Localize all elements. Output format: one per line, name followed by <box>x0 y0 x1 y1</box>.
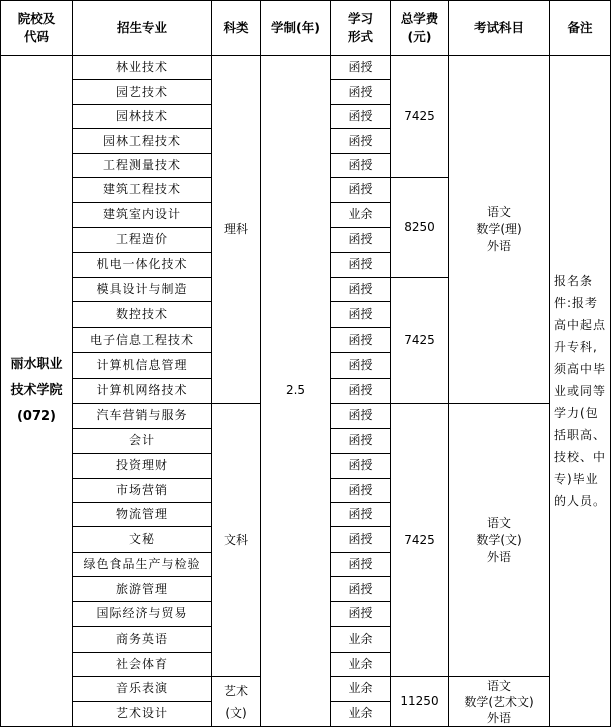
exam-science-line-3: 外语 <box>486 239 511 254</box>
study-form-cell: 函授 <box>331 478 391 502</box>
tuition-cell-1: 7425 <box>391 55 449 177</box>
study-form-cell: 函授 <box>331 327 391 352</box>
major-cell: 建筑工程技术 <box>73 178 212 202</box>
major-cell: 市场营销 <box>73 478 212 502</box>
study-form-cell: 函授 <box>331 404 391 428</box>
study-form-cell: 业余 <box>331 701 391 726</box>
exam-art <box>449 677 550 727</box>
major-cell: 汽车营销与服务 <box>73 404 212 428</box>
major-cell: 园艺技术 <box>73 80 212 104</box>
subject-art-line-1: 艺术 <box>223 683 248 698</box>
header-major: 招生专业 <box>73 1 212 56</box>
study-form-cell: 函授 <box>331 252 391 277</box>
major-cell: 工程测量技术 <box>73 153 212 177</box>
header-tuition <box>391 1 449 56</box>
major-cell: 绿色食品生产与检验 <box>73 552 212 576</box>
school-cell-line-2: 技术学院 <box>10 382 63 398</box>
study-form-cell: 函授 <box>331 353 391 378</box>
exam-science-line-2: 数学(理) <box>476 222 522 237</box>
tuition-cell-4: 7425 <box>391 404 449 677</box>
subject-art <box>212 677 261 727</box>
tuition-cell-3: 7425 <box>391 277 449 403</box>
exam-art-line-2: 数学(艺术文) <box>464 694 534 709</box>
major-cell: 电子信息工程技术 <box>73 327 212 352</box>
study-form-cell: 函授 <box>331 55 391 79</box>
major-cell: 商务英语 <box>73 627 212 652</box>
major-cell: 工程造价 <box>73 228 212 252</box>
exam-science-line-1: 语文 <box>486 205 511 220</box>
header-exam: 考试科目 <box>449 1 550 56</box>
major-cell: 艺术设计 <box>73 701 212 726</box>
major-cell: 计算机信息管理 <box>73 353 212 378</box>
study-form-cell: 业余 <box>331 652 391 676</box>
school-cell-line-1: 丽水职业 <box>10 356 63 372</box>
header-tuition-line2: (元) <box>407 28 432 44</box>
study-form-cell: 函授 <box>331 129 391 153</box>
exam-liberal <box>449 404 550 677</box>
major-cell: 模具设计与制造 <box>73 277 212 301</box>
study-form-cell: 函授 <box>331 601 391 626</box>
header-school-line2: 代码 <box>23 28 49 44</box>
remark-cell: 报名条件:报考高中起点升专科,须高中毕业或同等学力(包括职高、技校、中专)毕业的人员。 <box>550 55 611 726</box>
header-tuition-line1: 总学费 <box>400 10 439 26</box>
major-cell: 林业技术 <box>73 55 212 79</box>
exam-liberal-line-3: 外语 <box>486 549 511 564</box>
school-cell-line-3: (072) <box>16 408 57 424</box>
header-study-form-line2: 形式 <box>347 28 373 44</box>
study-form-cell: 函授 <box>331 104 391 128</box>
study-form-cell: 业余 <box>331 627 391 652</box>
major-cell: 音乐表演 <box>73 677 212 701</box>
header-duration: 学制(年) <box>261 1 331 56</box>
exam-art-line-3: 外语 <box>486 710 511 725</box>
study-form-cell: 函授 <box>331 527 391 552</box>
major-cell: 文秘 <box>73 527 212 552</box>
header-study-form <box>331 1 391 56</box>
header-subject: 科类 <box>212 1 261 56</box>
major-cell: 投资理财 <box>73 454 212 478</box>
exam-science <box>449 55 550 403</box>
study-form-cell: 函授 <box>331 502 391 526</box>
table-row <box>1 55 611 79</box>
major-cell: 建筑室内设计 <box>73 202 212 227</box>
duration-cell: 2.5 <box>261 55 331 726</box>
major-cell: 社会体育 <box>73 652 212 676</box>
header-row <box>1 1 611 56</box>
major-cell: 园林技术 <box>73 104 212 128</box>
header-study-form-line1: 学习 <box>347 10 373 26</box>
subject-science: 理科 <box>212 55 261 403</box>
study-form-cell: 函授 <box>331 80 391 104</box>
major-cell: 机电一体化技术 <box>73 252 212 277</box>
major-cell: 旅游管理 <box>73 577 212 601</box>
major-cell: 物流管理 <box>73 502 212 526</box>
subject-art-line-2: (文) <box>225 705 247 720</box>
major-cell: 数控技术 <box>73 302 212 327</box>
exam-liberal-line-1: 语文 <box>486 515 511 530</box>
tuition-cell-2: 8250 <box>391 178 449 278</box>
school-cell <box>1 55 73 726</box>
study-form-cell: 函授 <box>331 153 391 177</box>
study-form-cell: 函授 <box>331 378 391 403</box>
major-cell: 园林工程技术 <box>73 129 212 153</box>
study-form-cell: 业余 <box>331 677 391 701</box>
tuition-cell-5: 11250 <box>391 677 449 727</box>
study-form-cell: 函授 <box>331 428 391 453</box>
study-form-cell: 函授 <box>331 228 391 252</box>
study-form-cell: 业余 <box>331 202 391 227</box>
major-cell: 国际经济与贸易 <box>73 601 212 626</box>
header-school-line1: 院校及 <box>17 10 56 26</box>
study-form-cell: 函授 <box>331 178 391 202</box>
study-form-cell: 函授 <box>331 277 391 301</box>
subject-liberal: 文科 <box>212 404 261 677</box>
header-remark: 备注 <box>550 1 611 56</box>
study-form-cell: 函授 <box>331 454 391 478</box>
exam-liberal-line-2: 数学(文) <box>476 532 522 547</box>
study-form-cell: 函授 <box>331 552 391 576</box>
major-cell: 会计 <box>73 428 212 453</box>
major-cell: 计算机网络技术 <box>73 378 212 403</box>
study-form-cell: 函授 <box>331 302 391 327</box>
study-form-cell: 函授 <box>331 577 391 601</box>
exam-art-line-1: 语文 <box>486 678 511 693</box>
header-school <box>1 1 73 56</box>
